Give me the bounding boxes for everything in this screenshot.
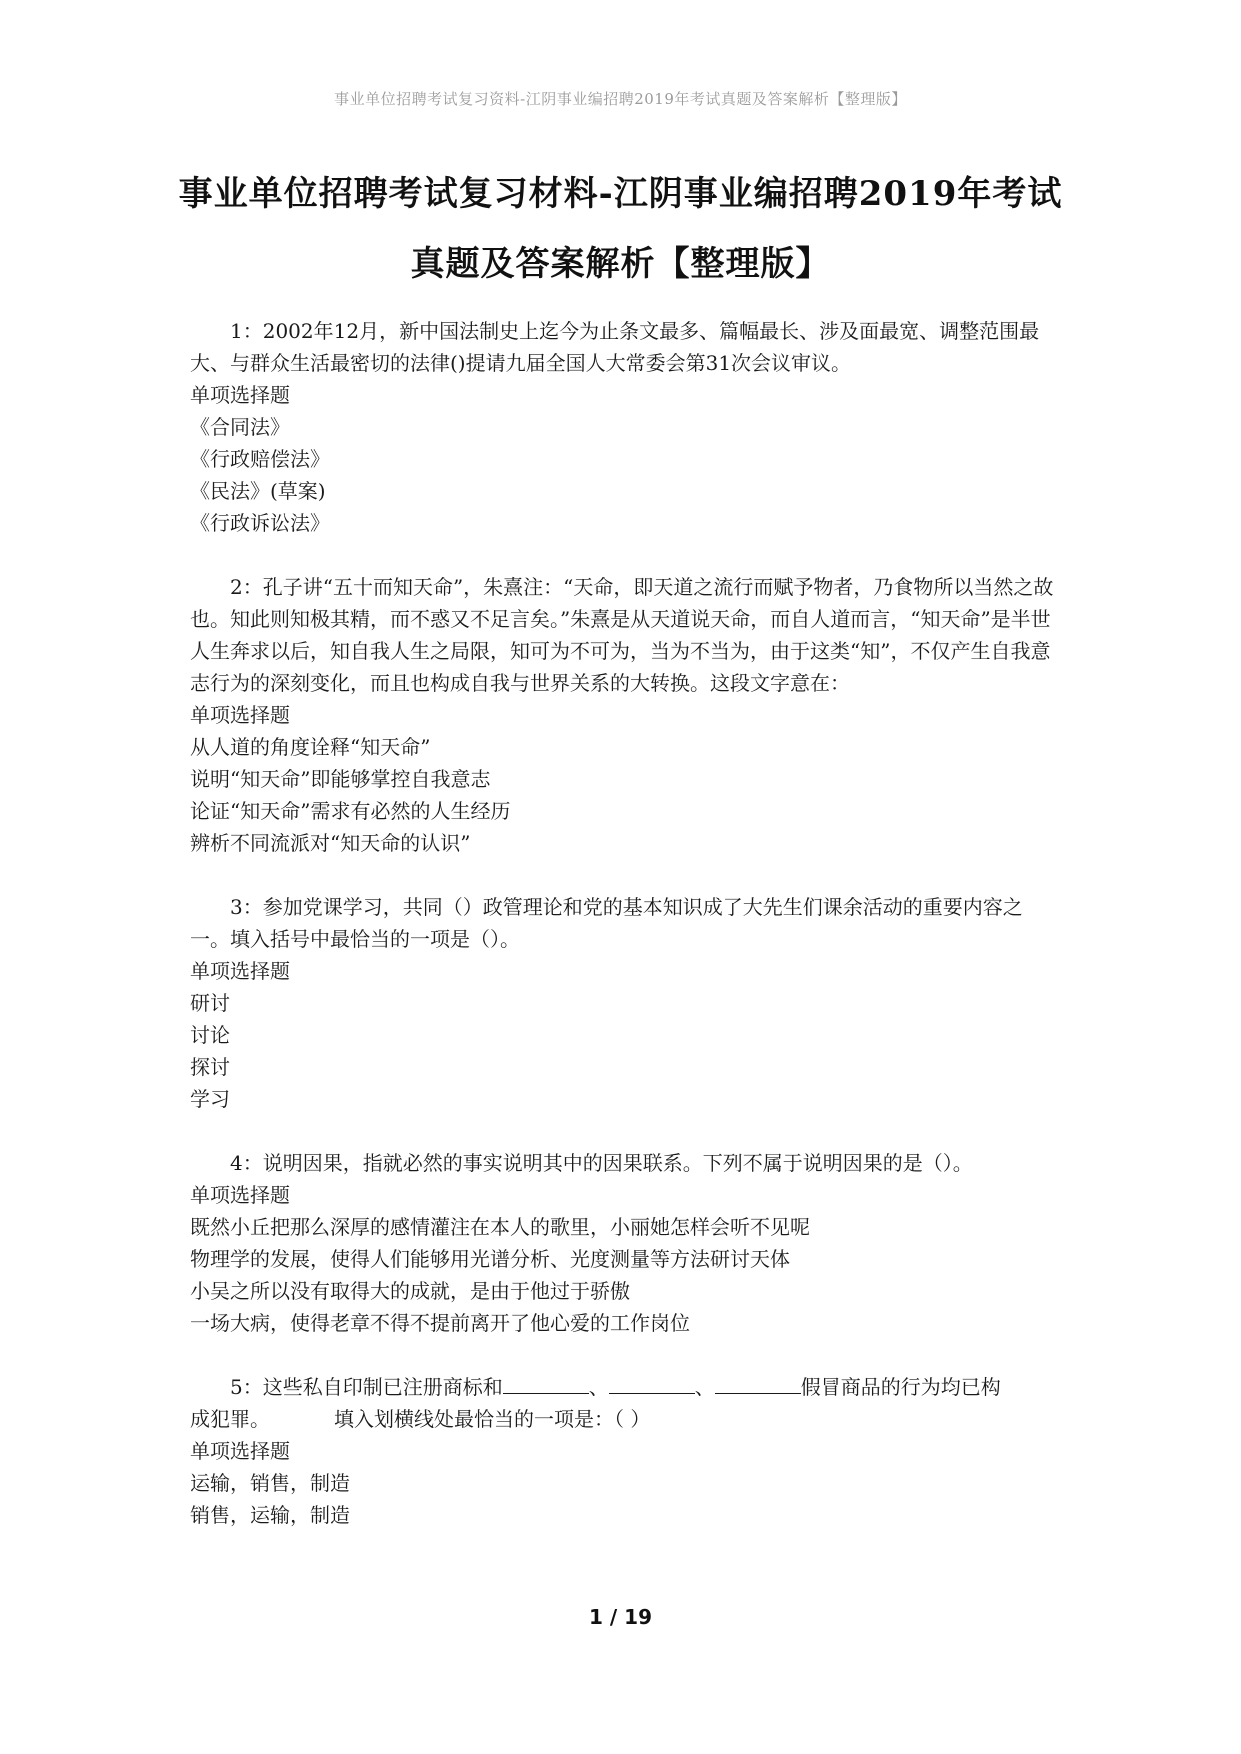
running-header: 事业单位招聘考试复习资料-江阴事业编招聘2019年考试真题及答案解析【整理版】: [334, 90, 907, 108]
answer-option: 小吴之所以没有取得大的成就，是由于他过于骄傲: [190, 1279, 630, 1303]
answer-option: 运输，销售，制造: [190, 1471, 350, 1495]
question-type: 单项选择题: [190, 383, 290, 407]
answer-option: 既然小丘把那么深厚的感情灌注在本人的歌里，小丽她怎样会听不见呢: [190, 1215, 810, 1239]
answer-option: 销售，运输，制造: [190, 1503, 350, 1527]
question-type: 单项选择题: [190, 703, 290, 727]
answer-option: 讨论: [190, 1023, 230, 1047]
question-type: 单项选择题: [190, 1183, 290, 1207]
question-stem-part: 假冒商品的行为均已构: [800, 1375, 1001, 1399]
document-title-line-1: 事业单位招聘考试复习材料-江阴事业编招聘2019年考试: [178, 174, 1063, 214]
answer-option: 学习: [190, 1087, 230, 1111]
answer-option: 从人道的角度诠释“知天命”: [190, 735, 431, 759]
answer-option: 说明“知天命”即能够掌控自我意志: [190, 767, 491, 791]
question-4: [190, 1147, 1058, 1339]
question-stem-part: 5：这些私自印制已注册商标和: [230, 1375, 503, 1399]
answer-option: 辨析不同流派对“知天命的认识”: [190, 831, 471, 855]
question-list: [190, 315, 1058, 1563]
question-stem: 3：参加党课学习，共同（）政管理论和党的基本知识成了大先生们课余活动的重要内容之一。填入括号中最恰当的一项是（）。: [190, 895, 1023, 951]
question-stem: 1：2002年12月，新中国法制史上迄今为止条文最多、篇幅最长、涉及面最宽、调整范围最大、与群众生活最密切的法律()提请九届全国人大常委会第31次会议审议。: [190, 319, 1040, 375]
fill-blank: [715, 1375, 801, 1394]
question-stem: [190, 1371, 1058, 1403]
question-stem: 4：说明因果，指就必然的事实说明其中的因果联系。下列不属于说明因果的是（）。: [230, 1151, 973, 1175]
page-indicator: 1 / 19: [589, 1605, 652, 1629]
answer-option: 《合同法》: [190, 415, 290, 439]
question-2: [190, 571, 1058, 859]
blank-separator: 、: [588, 1375, 609, 1399]
fill-blank: [503, 1375, 589, 1394]
question-5: [190, 1371, 1058, 1531]
question-stem-continuation: [190, 1403, 1058, 1435]
answer-option: 探讨: [190, 1055, 230, 1079]
answer-option: 一场大病，使得老章不得不提前离开了他心爱的工作岗位: [190, 1311, 690, 1335]
question-type: 单项选择题: [190, 1439, 290, 1463]
question-3: [190, 891, 1058, 1115]
answer-option: 物理学的发展，使得人们能够用光谱分析、光度测量等方法研讨天体: [190, 1247, 790, 1271]
question-stem-part: 填入划横线处最恰当的一项是：（ ）: [334, 1407, 651, 1431]
answer-option: 论证“知天命”需求有必然的人生经历: [190, 799, 511, 823]
blank-separator: 、: [694, 1375, 715, 1399]
question-type: 单项选择题: [190, 959, 290, 983]
answer-option: 《行政赔偿法》: [190, 447, 330, 471]
document-title-line-2: 真题及答案解析【整理版】: [410, 244, 831, 284]
answer-option: 《行政诉讼法》: [190, 511, 330, 535]
answer-option: 研讨: [190, 991, 230, 1015]
question-stem-part: 成犯罪。: [190, 1407, 270, 1431]
question-stem: 2：孔子讲“五十而知天命”，朱熹注：“天命，即天道之流行而赋予物者，乃食物所以当然之故也。知此则知极其精，而不惑又不足言矣。”朱熹是从天道说天命，而自人道而言，“知天命”是半世人生奔求以后，知自我人生之局限，知可为不可为，当为不当为，由于这类“知”，不仅产生自我意志行为的深刻变化，而且也构成自我与世界关系的大转换。这段文字意在：: [190, 575, 1054, 695]
fill-blank: [609, 1375, 695, 1394]
answer-option: 《民法》(草案): [190, 479, 326, 503]
question-1: [190, 315, 1058, 539]
